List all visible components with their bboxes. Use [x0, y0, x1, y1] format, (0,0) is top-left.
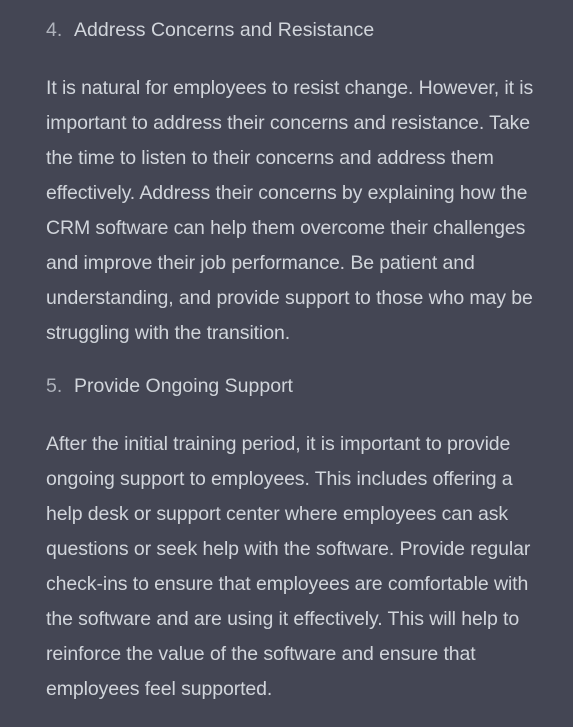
paragraph-line: ongoing support to employees. This includes offering a — [46, 468, 513, 490]
paragraph-line: important to address their concerns and resistance. Take — [46, 112, 530, 134]
paragraph-line: CRM software can help them overcome their challenges — [46, 217, 526, 239]
paragraph-line: understanding, and provide support to those who may be — [46, 287, 533, 309]
paragraph-line: It is natural for employees to resist change. However, it is — [46, 77, 534, 99]
paragraph-line: After the initial training period, it is important to provide — [46, 433, 511, 455]
paragraph-line: the software and are using it effectively. This will help to — [46, 608, 520, 630]
list-item-step-4 — [46, 0, 527, 44]
paragraph-line: check-ins to ensure that employees are comfortable with — [46, 573, 529, 595]
paragraph-line: the time to listen to their concerns and address them — [46, 147, 494, 169]
list-item-step-5 — [46, 373, 527, 400]
step-heading: Provide Ongoing Support — [74, 375, 293, 397]
step-number: 4. — [46, 19, 63, 41]
step-number: 5. — [46, 375, 63, 397]
step-5-paragraph — [46, 427, 531, 707]
paragraph-line: reinforce the value of the software and ensure that — [46, 643, 476, 665]
paragraph-line: and improve their job performance. Be patient and — [46, 252, 475, 274]
paragraph-line: employees feel supported. — [46, 678, 273, 700]
step-heading: Address Concerns and Resistance — [74, 19, 375, 41]
paragraph-line: struggling with the transition. — [46, 322, 291, 344]
paragraph-line: effectively. Address their concerns by explaining how the — [46, 182, 528, 204]
step-4-paragraph — [46, 71, 534, 351]
paragraph-line: help desk or support center where employees can ask — [46, 503, 509, 525]
paragraph-line: questions or seek help with the software. Provide regular — [46, 538, 531, 560]
